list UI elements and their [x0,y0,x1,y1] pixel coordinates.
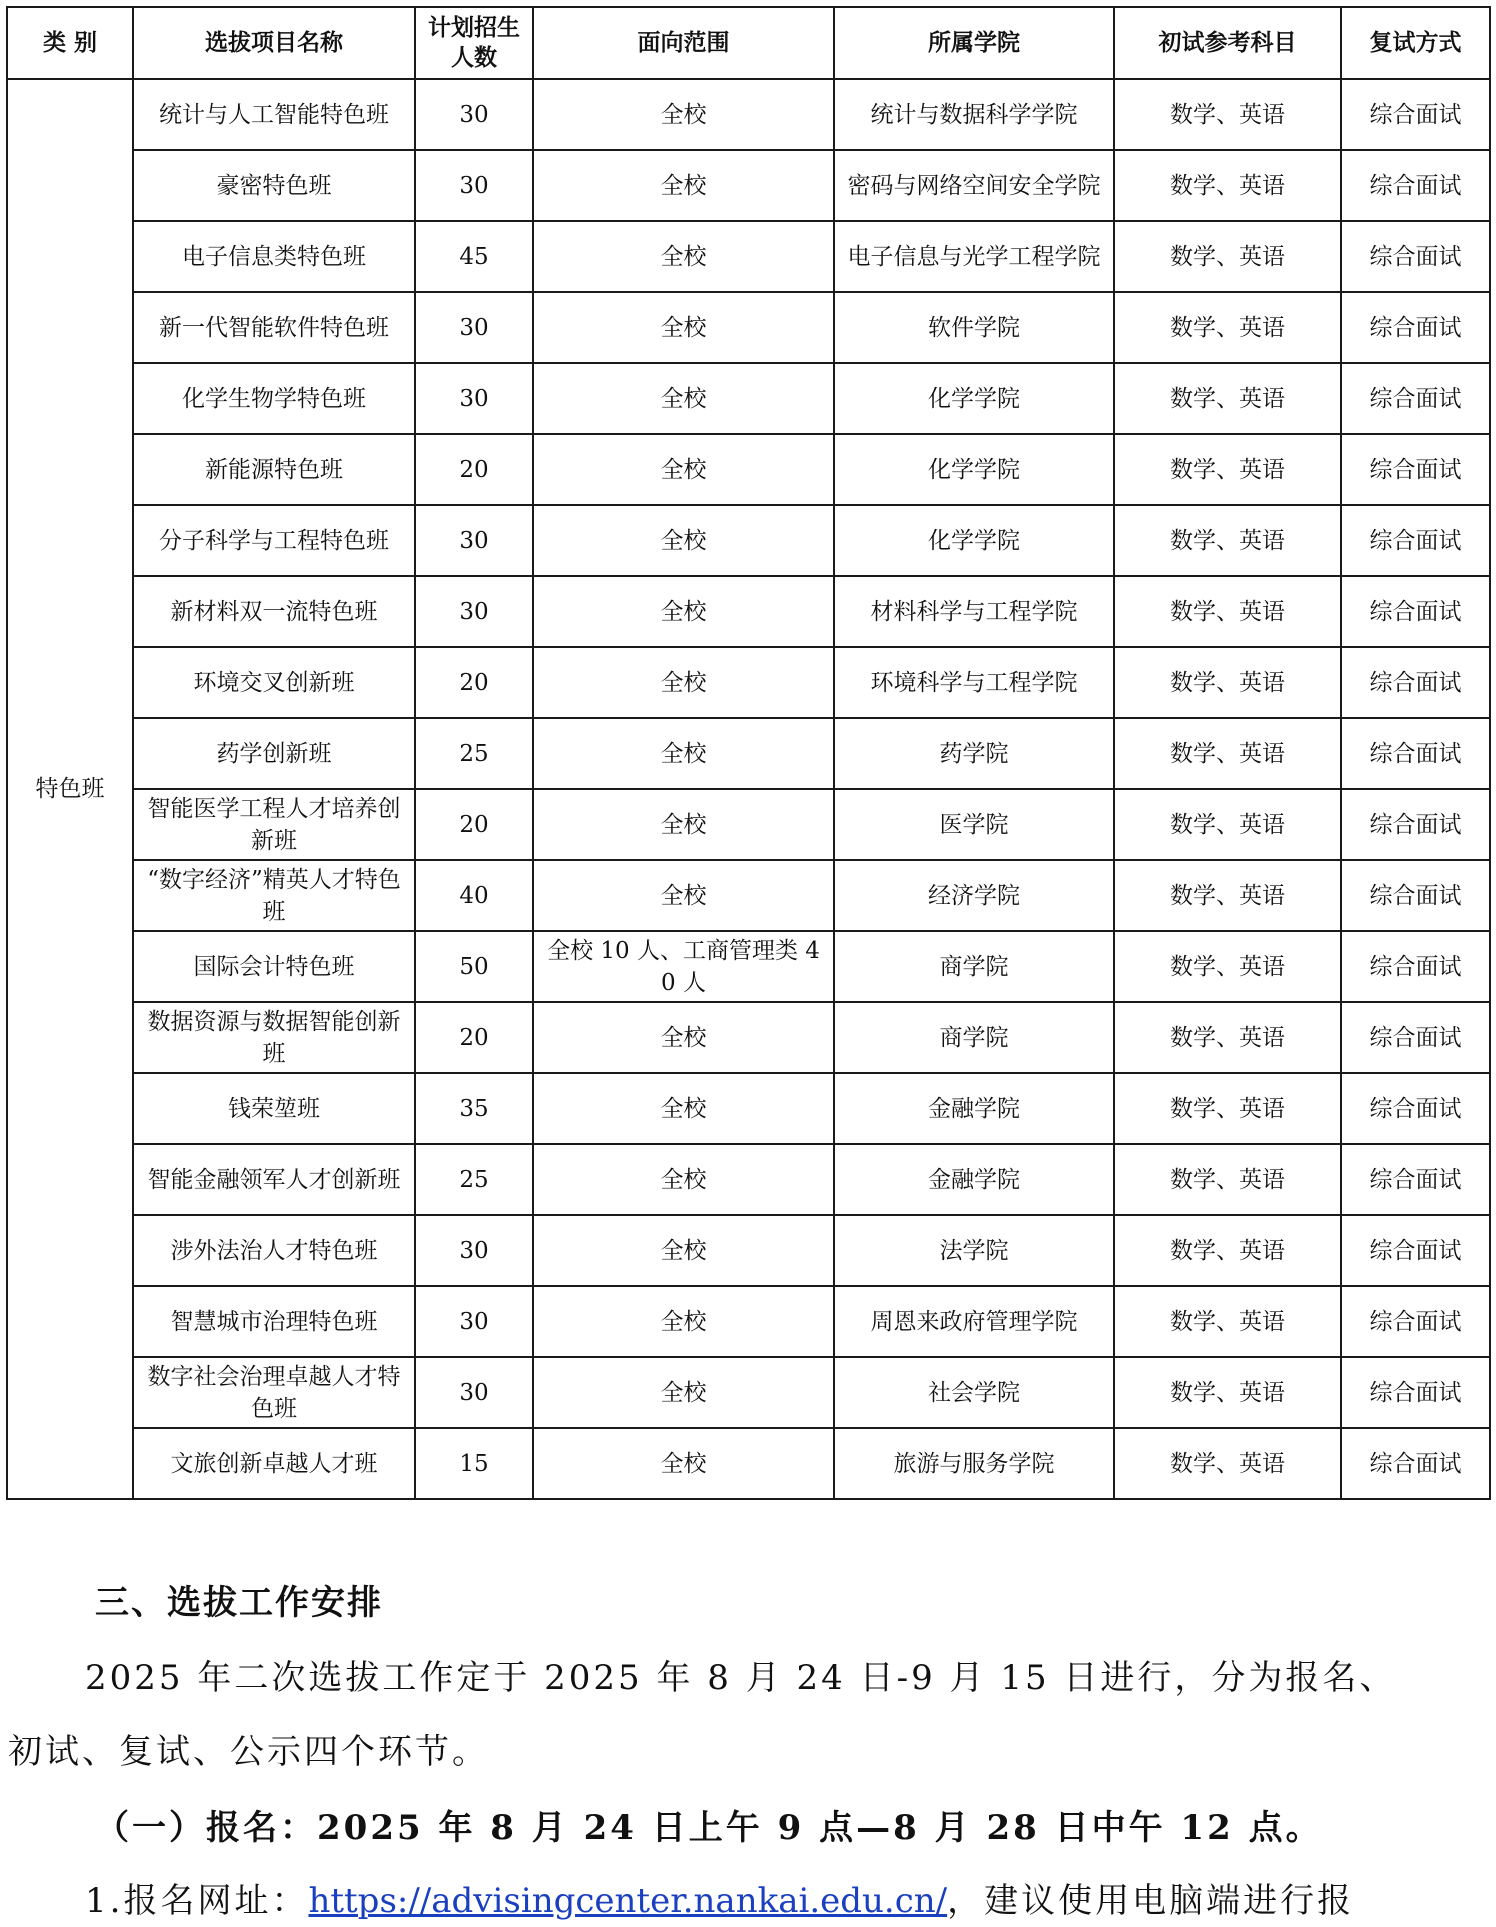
planned-count-cell: 45 [415,221,533,292]
scope-cell: 全校 [533,1073,834,1144]
college-cell: 化学学院 [834,434,1114,505]
table-row [7,221,1490,292]
planned-count-cell: 30 [415,363,533,434]
project-name-cell: 钱荣堃班 [133,1073,415,1144]
scope-cell: 全校 [533,363,834,434]
scope-cell: 全校 [533,789,834,860]
planned-count-cell: 30 [415,79,533,150]
retest-method-cell: 综合面试 [1341,1286,1490,1357]
registration-item-prefix: 1.报名网址： [85,1881,309,1921]
college-cell: 法学院 [834,1215,1114,1286]
table-row [7,789,1490,860]
category-cell: 特色班 [7,79,133,1499]
retest-method-cell: 综合面试 [1341,434,1490,505]
subjects-cell: 数学、英语 [1114,221,1341,292]
table-row [7,647,1490,718]
college-cell: 材料科学与工程学院 [834,576,1114,647]
table-row [7,150,1490,221]
college-cell: 旅游与服务学院 [834,1428,1114,1499]
project-name-cell: 国际会计特色班 [133,931,415,1002]
subjects-cell: 数学、英语 [1114,647,1341,718]
project-name-cell: 药学创新班 [133,718,415,789]
table-row [7,860,1490,931]
registration-item-suffix: ，建议使用电脑端进行报 [947,1881,1355,1921]
college-cell: 环境科学与工程学院 [834,647,1114,718]
retest-method-cell: 综合面试 [1341,789,1490,860]
scope-cell: 全校 [533,1215,834,1286]
scope-cell: 全校 [533,505,834,576]
subjects-cell: 数学、英语 [1114,150,1341,221]
subjects-cell: 数学、英语 [1114,789,1341,860]
planned-count-cell: 35 [415,1073,533,1144]
table-row [7,505,1490,576]
table-row [7,1002,1490,1073]
table-row [7,1357,1490,1428]
scope-cell: 全校 10 人、工商管理类 40 人 [533,931,834,1002]
scope-cell: 全校 [533,860,834,931]
table-header-row [7,7,1490,79]
planned-count-cell: 30 [415,150,533,221]
scope-cell: 全校 [533,150,834,221]
subjects-cell: 数学、英语 [1114,1357,1341,1428]
planned-count-cell: 30 [415,576,533,647]
retest-method-cell: 综合面试 [1341,647,1490,718]
college-cell: 密码与网络空间安全学院 [834,150,1114,221]
table-row [7,1144,1490,1215]
project-name-cell: 统计与人工智能特色班 [133,79,415,150]
scope-cell: 全校 [533,1428,834,1499]
header-college: 所属学院 [834,7,1114,79]
scope-cell: 全校 [533,1002,834,1073]
college-cell: 电子信息与光学工程学院 [834,221,1114,292]
retest-method-cell: 综合面试 [1341,1357,1490,1428]
project-name-cell: 数字社会治理卓越人才特色班 [133,1357,415,1428]
table-row [7,434,1490,505]
subjects-cell: 数学、英语 [1114,1144,1341,1215]
planned-count-cell: 20 [415,434,533,505]
college-cell: 化学学院 [834,363,1114,434]
scope-cell: 全校 [533,221,834,292]
subjects-cell: 数学、英语 [1114,576,1341,647]
subjects-cell: 数学、英语 [1114,1002,1341,1073]
intro-line-1: 2025 年二次选拔工作定于 2025 年 8 月 24 日-9 月 15 日进行，分为报名、 [85,1658,1397,1698]
table-row [7,1428,1490,1499]
retest-method-cell: 综合面试 [1341,292,1490,363]
subjects-cell: 数学、英语 [1114,505,1341,576]
planned-count-cell: 30 [415,1215,533,1286]
header-planned-count: 计划招生人数 [415,7,533,79]
project-name-cell: 化学生物学特色班 [133,363,415,434]
retest-method-cell: 综合面试 [1341,718,1490,789]
subjects-cell: 数学、英语 [1114,931,1341,1002]
college-cell: 经济学院 [834,860,1114,931]
subjects-cell: 数学、英语 [1114,1073,1341,1144]
selection-table [6,6,1491,1500]
retest-method-cell: 综合面试 [1341,1215,1490,1286]
table-row [7,718,1490,789]
table-row [7,1286,1490,1357]
project-name-cell: 文旅创新卓越人才班 [133,1428,415,1499]
planned-count-cell: 25 [415,718,533,789]
retest-method-cell: 综合面试 [1341,505,1490,576]
college-cell: 软件学院 [834,292,1114,363]
scope-cell: 全校 [533,576,834,647]
subjects-cell: 数学、英语 [1114,434,1341,505]
table-row [7,292,1490,363]
subjects-cell: 数学、英语 [1114,1428,1341,1499]
scope-cell: 全校 [533,647,834,718]
subjects-cell: 数学、英语 [1114,1215,1341,1286]
planned-count-cell: 15 [415,1428,533,1499]
planned-count-cell: 30 [415,1357,533,1428]
project-name-cell: 新一代智能软件特色班 [133,292,415,363]
scope-cell: 全校 [533,79,834,150]
registration-link[interactable]: https://advisingcenter.nankai.edu.cn/ [308,1881,948,1921]
header-subjects: 初试参考科目 [1114,7,1341,79]
project-name-cell: 分子科学与工程特色班 [133,505,415,576]
college-cell: 统计与数据科学学院 [834,79,1114,150]
header-category: 类 别 [7,7,133,79]
college-cell: 医学院 [834,789,1114,860]
subjects-cell: 数学、英语 [1114,718,1341,789]
college-cell: 社会学院 [834,1357,1114,1428]
college-cell: 周恩来政府管理学院 [834,1286,1114,1357]
scope-cell: 全校 [533,292,834,363]
retest-method-cell: 综合面试 [1341,1073,1490,1144]
college-cell: 化学学院 [834,505,1114,576]
table-body [7,79,1490,1499]
project-name-cell: 智慧城市治理特色班 [133,1286,415,1357]
retest-method-cell: 综合面试 [1341,1002,1490,1073]
project-name-cell: 新材料双一流特色班 [133,576,415,647]
retest-method-cell: 综合面试 [1341,221,1490,292]
college-cell: 药学院 [834,718,1114,789]
table-row [7,1215,1490,1286]
project-name-cell: 涉外法治人才特色班 [133,1215,415,1286]
planned-count-cell: 50 [415,931,533,1002]
planned-count-cell: 30 [415,1286,533,1357]
project-name-cell: 智能金融领军人才创新班 [133,1144,415,1215]
planned-count-cell: 40 [415,860,533,931]
college-cell: 商学院 [834,931,1114,1002]
planned-count-cell: 30 [415,292,533,363]
retest-method-cell: 综合面试 [1341,576,1490,647]
project-name-cell: 电子信息类特色班 [133,221,415,292]
planned-count-cell: 30 [415,505,533,576]
table-row [7,931,1490,1002]
college-cell: 金融学院 [834,1144,1114,1215]
subjects-cell: 数学、英语 [1114,79,1341,150]
planned-count-cell: 20 [415,1002,533,1073]
retest-method-cell: 综合面试 [1341,931,1490,1002]
retest-method-cell: 综合面试 [1341,150,1490,221]
retest-method-cell: 综合面试 [1341,363,1490,434]
retest-method-cell: 综合面试 [1341,1428,1490,1499]
project-name-cell: “数字经济”精英人才特色班 [133,860,415,931]
scope-cell: 全校 [533,1286,834,1357]
table-row [7,576,1490,647]
retest-method-cell: 综合面试 [1341,860,1490,931]
subjects-cell: 数学、英语 [1114,292,1341,363]
intro-line-2: 初试、复试、公示四个环节。 [8,1732,489,1772]
planned-count-cell: 20 [415,789,533,860]
section-title: 三、选拔工作安排 [95,1583,383,1623]
header-retest-method: 复试方式 [1341,7,1490,79]
scope-cell: 全校 [533,718,834,789]
retest-method-cell: 综合面试 [1341,1144,1490,1215]
table-row [7,79,1490,150]
header-scope: 面向范围 [533,7,834,79]
retest-method-cell: 综合面试 [1341,79,1490,150]
planned-count-cell: 25 [415,1144,533,1215]
subjects-cell: 数学、英语 [1114,1286,1341,1357]
registration-item-1 [85,1873,1354,1922]
project-name-cell: 环境交叉创新班 [133,647,415,718]
table-row [7,1073,1490,1144]
subjects-cell: 数学、英语 [1114,363,1341,434]
project-name-cell: 数据资源与数据智能创新班 [133,1002,415,1073]
college-cell: 商学院 [834,1002,1114,1073]
scope-cell: 全校 [533,1144,834,1215]
table-row [7,363,1490,434]
planned-count-cell: 20 [415,647,533,718]
project-name-cell: 豪密特色班 [133,150,415,221]
project-name-cell: 新能源特色班 [133,434,415,505]
subjects-cell: 数学、英语 [1114,860,1341,931]
project-name-cell: 智能医学工程人才培养创新班 [133,789,415,860]
scope-cell: 全校 [533,1357,834,1428]
registration-heading: （一）报名：2025 年 8 月 24 日上午 9 点—8 月 28 日中午 12 点。 [95,1808,1323,1848]
college-cell: 金融学院 [834,1073,1114,1144]
header-project-name: 选拔项目名称 [133,7,415,79]
scope-cell: 全校 [533,434,834,505]
